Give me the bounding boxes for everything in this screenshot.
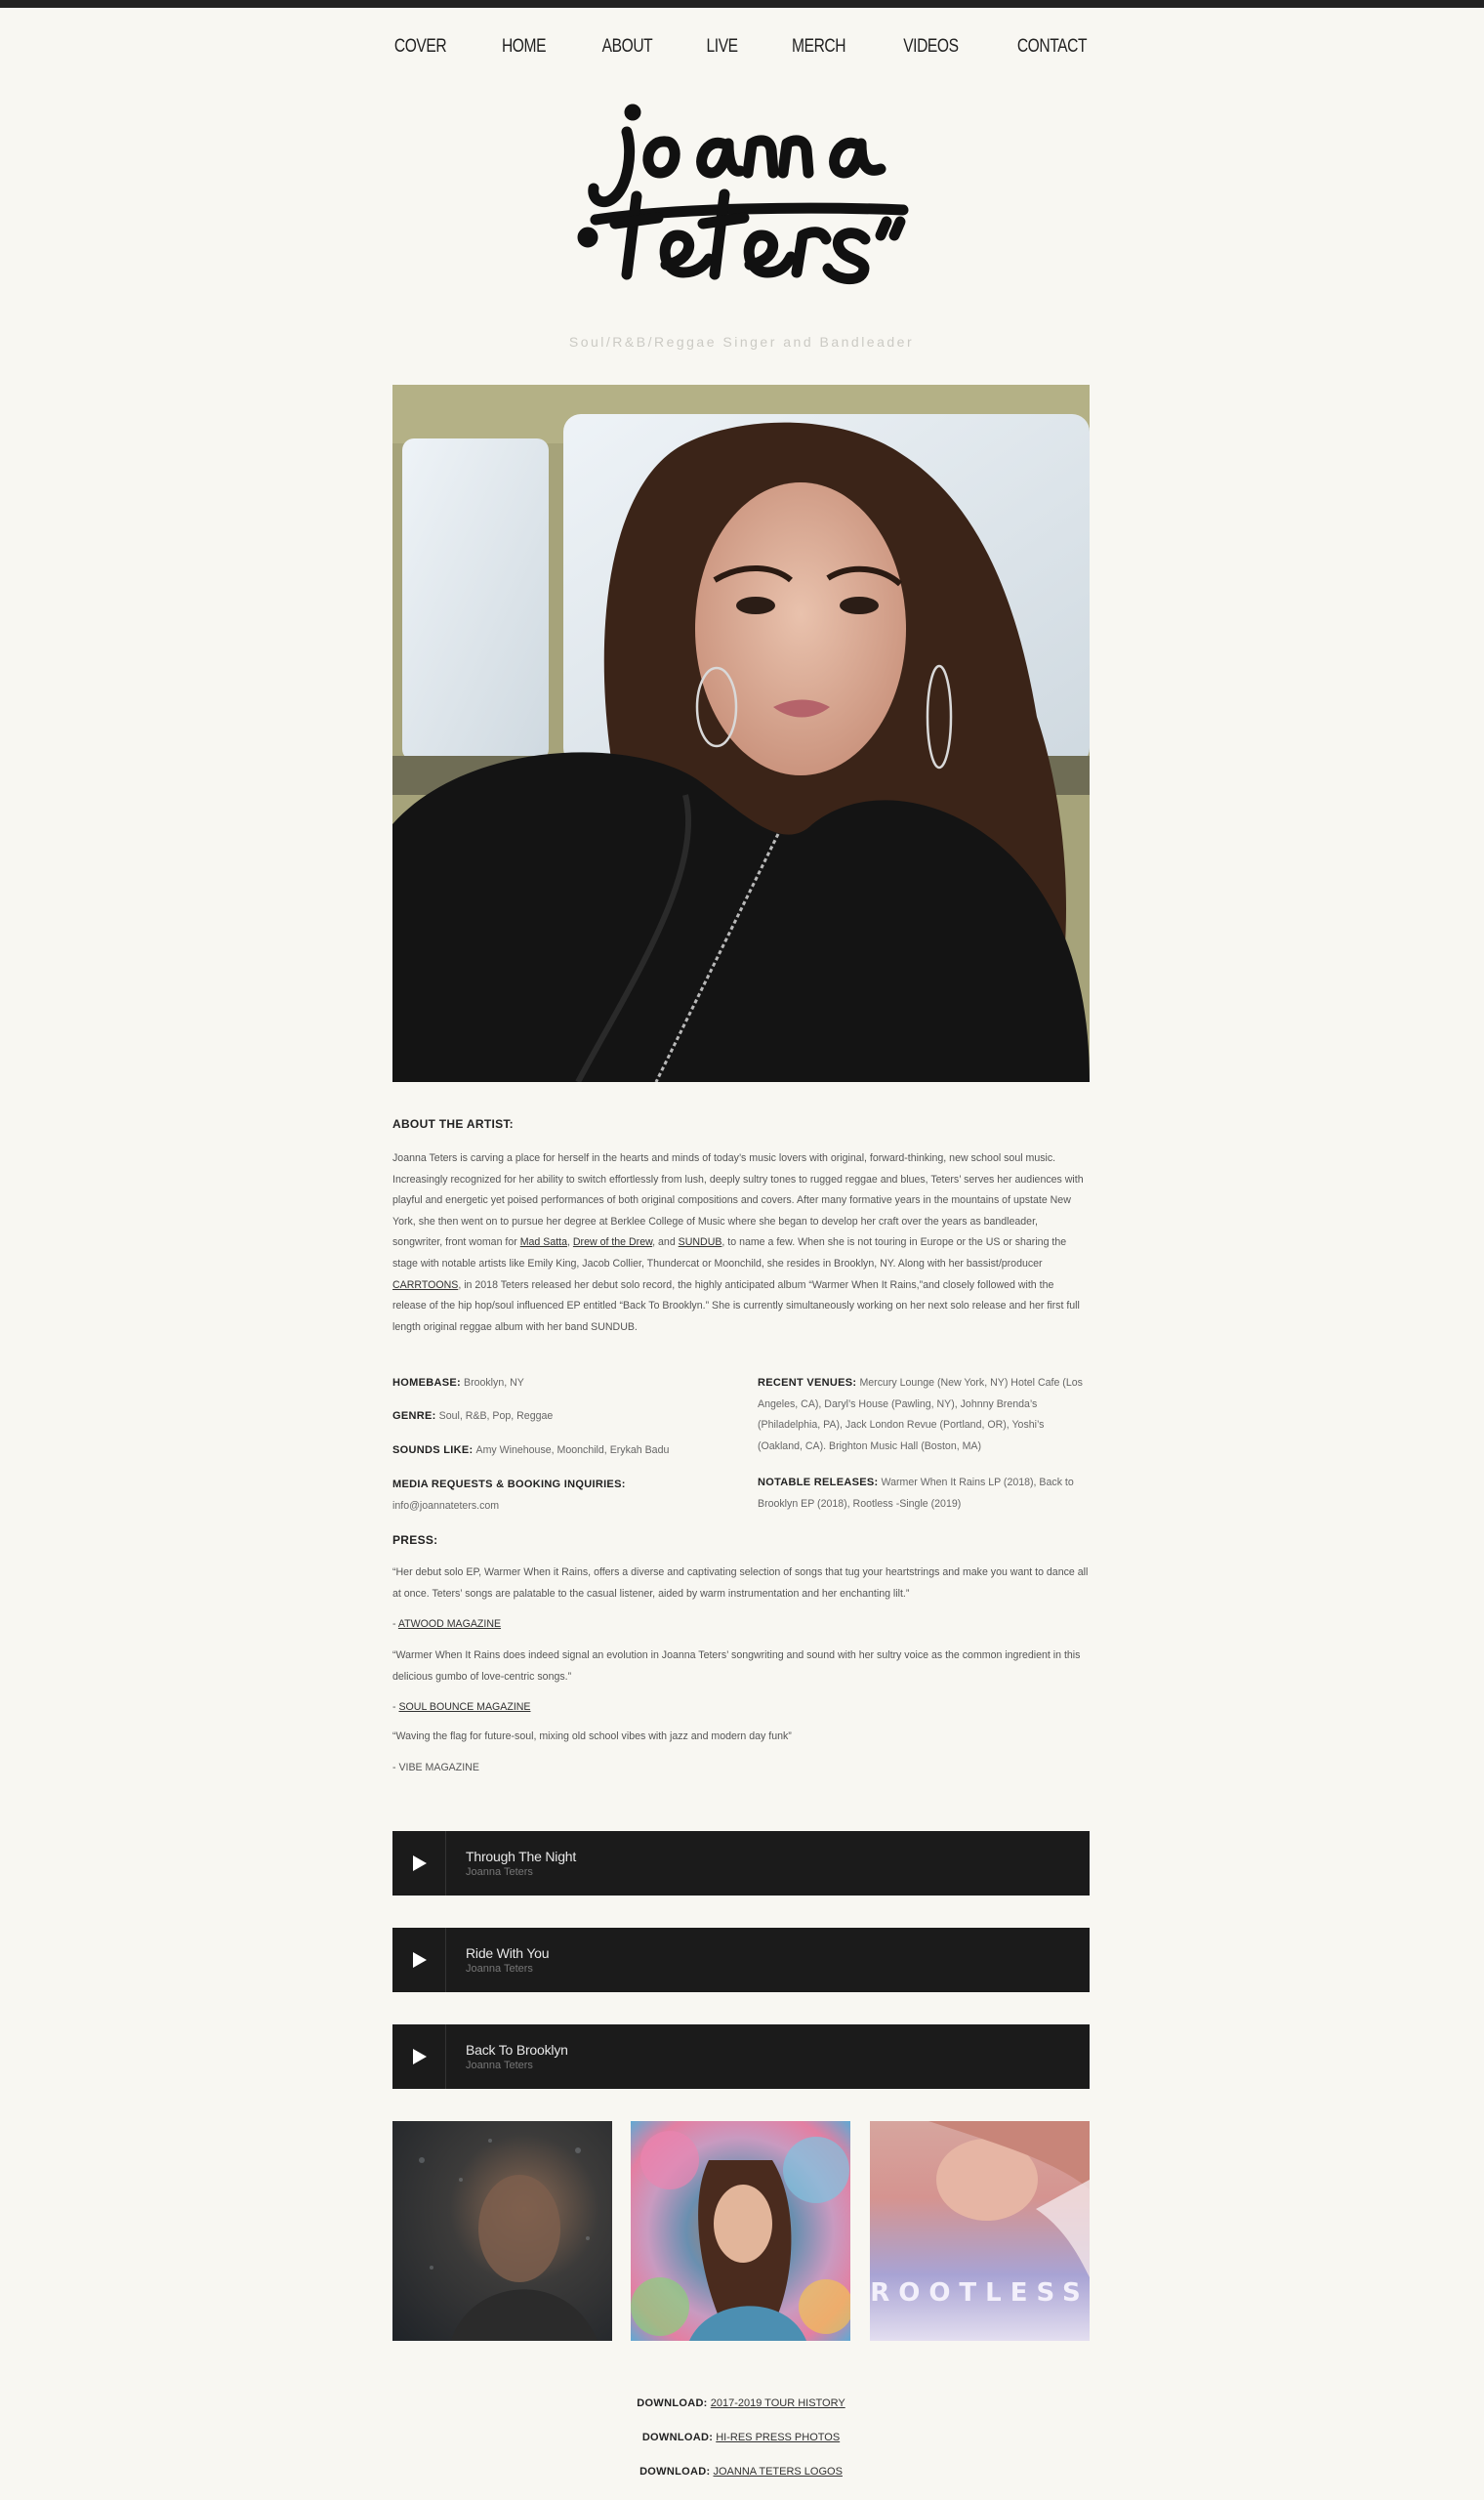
download-label: DOWNLOAD: — [641, 2432, 714, 2443]
homebase-value: Brooklyn, NY — [464, 1377, 524, 1389]
media-label: MEDIA REQUESTS & BOOKING INQUIRIES: — [392, 1479, 626, 1490]
press-section — [392, 1533, 1090, 1773]
sounds-like-label: SOUNDS LIKE: — [392, 1444, 474, 1456]
link-sundub[interactable]: SUNDUB — [678, 1236, 722, 1249]
play-button[interactable] — [392, 2024, 446, 2089]
nav-contact[interactable]: CONTACT — [1016, 36, 1088, 57]
play-icon — [409, 1950, 429, 1970]
play-button[interactable] — [392, 1928, 446, 1992]
media-email[interactable]: info@joannateters.com — [392, 1499, 500, 1512]
venues-label: RECENT VENUES: — [758, 1377, 857, 1389]
about-text — [392, 1148, 1090, 1338]
fact-homebase — [392, 1373, 724, 1395]
track-info — [466, 1849, 576, 1878]
about-section — [392, 1117, 1090, 1338]
link-soul-bounce-magazine[interactable]: SOUL BOUNCE MAGAZINE — [398, 1701, 531, 1714]
track-info — [466, 2042, 568, 2071]
about-text-sep: , and — [652, 1236, 679, 1249]
genre-value: Soul, R&B, Pop, Reggae — [438, 1410, 554, 1422]
press-source-1 — [392, 1618, 1090, 1630]
track-artist: Joanna Teters — [466, 1866, 533, 1878]
link-logos[interactable]: JOANNA TETERS LOGOS — [713, 2466, 843, 2478]
download-tour-history — [392, 2397, 1090, 2409]
nav-cover[interactable]: COVER — [393, 36, 447, 57]
main-nav — [389, 31, 1094, 62]
press-source-prefix: - — [392, 1618, 398, 1631]
nav-merch[interactable]: MERCH — [792, 36, 846, 57]
album-cover-warmer-when-it-rains[interactable] — [392, 2121, 612, 2341]
top-border — [0, 0, 1484, 8]
track-artist: Joanna Teters — [466, 1963, 533, 1975]
press-source-3: - VIBE MAGAZINE — [392, 1761, 479, 1773]
fact-genre — [392, 1406, 724, 1428]
press-source-prefix: - — [392, 1701, 399, 1714]
track-title: Back To Brooklyn — [466, 2042, 568, 2058]
link-mad-satta[interactable]: Mad Satta — [519, 1236, 568, 1249]
track-title: Ride With You — [466, 1945, 550, 1961]
album-title-rootless: ROOTLESS — [870, 2278, 1090, 2308]
about-text-part: Joanna Teters is carving a place for herself in the hearts and minds of today’s music lovers with original, forward-thinking, new school soul music. Increasingly recognized for her ability to switch effortlessly from lush, deeply sultry tones to rugged reggae and blues, Teters’ serves her audiences with playful and energetic yet poised performances of both original compositions and covers. After many formative years in the mountains of upstate New York, she then went on to pursue her degree at Berklee College of Music where she began to develop her craft over the years as bandleader, songwriter, front woman for — [392, 1152, 1084, 1249]
press-quote-3: “Waving the flag for future-soul, mixing old school vibes with jazz and modern day funk” — [392, 1730, 792, 1743]
nav-videos[interactable]: VIDEOS — [903, 36, 959, 57]
album-cover-back-to-brooklyn[interactable] — [631, 2121, 850, 2341]
link-atwood-magazine[interactable]: ATWOOD MAGAZINE — [397, 1618, 502, 1631]
track-artist: Joanna Teters — [466, 2060, 533, 2071]
nav-live[interactable]: LIVE — [706, 36, 738, 57]
fact-media — [392, 1475, 724, 1517]
about-text-part: , in 2018 Teters released her debut solo record, the highly anticipated album “Warmer When It Rains,”and closely followed with the release of the hip hop/soul influenced EP entitled “Back To Brooklyn.” She is currently simultaneously working on her next solo release and her first full length original reggae album with her band SUNDUB. — [392, 1278, 1080, 1333]
nav-home[interactable]: HOME — [502, 36, 547, 57]
about-heading: ABOUT THE ARTIST: — [392, 1117, 514, 1131]
link-drew-of-the-drew[interactable]: Drew of the Drew — [572, 1236, 653, 1249]
link-tour-history[interactable]: 2017-2019 TOUR HISTORY — [710, 2397, 845, 2409]
press-heading: PRESS: — [392, 1533, 438, 1547]
about-text-part: , to name a few. When she is not touring in Europe or the US or sharing the stage with notable artists like Emily King, Jacob Collier, Thundercat or Moonchild, she resides in Brooklyn, NY. Along with her bassist/producer — [392, 1236, 1067, 1270]
nav-about[interactable]: ABOUT — [601, 36, 652, 57]
joanna-teters-logo[interactable] — [576, 93, 913, 303]
press-quote-1: “Her debut solo EP, Warmer When it Rains, offers a diverse and captivating selection of songs that tug your heartstrings and make you want to dance all at once. Teters’ songs are palatable to the casual listener, aided by warm instrumentation and her enchanting lilt.” — [392, 1566, 1089, 1600]
link-press-photos[interactable]: HI-RES PRESS PHOTOS — [716, 2432, 841, 2443]
audio-player[interactable] — [392, 1928, 1090, 1992]
sounds-like-value: Amy Winehouse, Moonchild, Erykah Badu — [475, 1444, 670, 1456]
about-text-sep: , — [567, 1236, 573, 1249]
genre-label: GENRE: — [392, 1410, 436, 1422]
fact-notable-releases — [758, 1473, 1090, 1515]
homebase-label: HOMEBASE: — [392, 1377, 461, 1389]
album-cover-rootless[interactable] — [870, 2121, 1090, 2341]
artist-photo — [392, 385, 1090, 1082]
releases-label: NOTABLE RELEASES: — [758, 1477, 879, 1488]
play-icon — [409, 1854, 429, 1873]
venues-value: Mercury Lounge (New York, NY) Hotel Cafe (Los Angeles, CA), Daryl’s House (Pawling, NY), Johnny Brenda’s (Philadelphia, PA), Jack London Revue (Portland, OR), Yoshi’s (Oakland, CA). Brighton Music Hall (Boston, MA) — [758, 1377, 1083, 1452]
download-press-photos — [392, 2432, 1090, 2443]
track-info — [466, 1945, 549, 1975]
audio-player[interactable] — [392, 2024, 1090, 2089]
tagline: Soul/R&B/Reggae Singer and Bandleader — [568, 334, 915, 350]
press-source-2 — [392, 1701, 1090, 1713]
audio-player[interactable] — [392, 1831, 1090, 1896]
download-label: DOWNLOAD: — [637, 2397, 708, 2409]
download-label: DOWNLOAD: — [639, 2466, 711, 2478]
play-icon — [409, 2047, 429, 2066]
releases-value: Warmer When It Rains LP (2018), Back to Brooklyn EP (2018), Rootless -Single (2019) — [758, 1477, 1074, 1510]
fact-recent-venues — [758, 1373, 1090, 1457]
play-button[interactable] — [392, 1831, 446, 1896]
track-title: Through The Night — [466, 1849, 577, 1864]
download-logos — [392, 2466, 1090, 2478]
press-quote-2: “Warmer When It Rains does indeed signal an evolution in Joanna Teters’ songwriting and sound with her sultry voice as the common ingredient in this delicious gumbo of love-centric songs.” — [392, 1649, 1081, 1683]
fact-sounds-like — [392, 1440, 724, 1462]
link-carrtoons[interactable]: CARRTOONS — [392, 1278, 459, 1291]
